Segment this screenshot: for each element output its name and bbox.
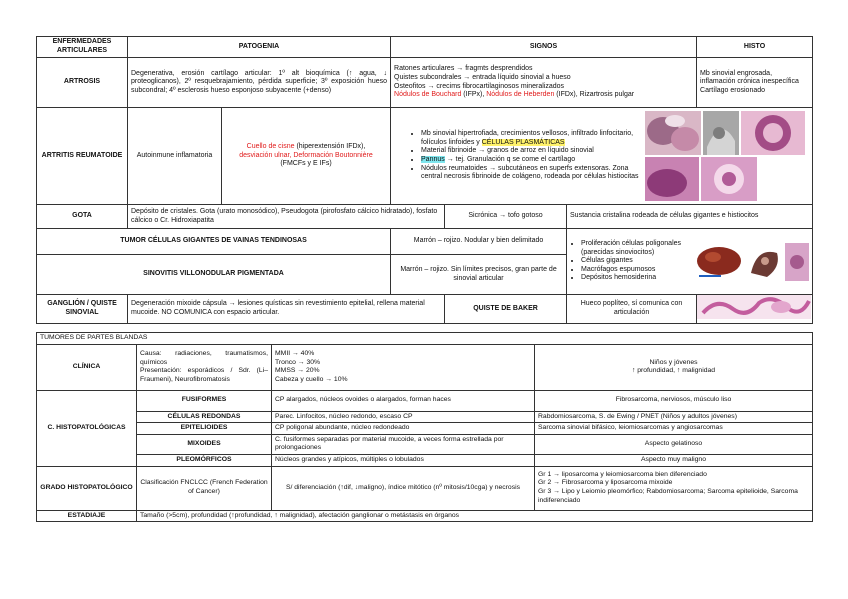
bouchard-label: Nódulos de Bouchard [394,91,462,99]
header-enfermedades: ENFERMEDADES ARTICULARES [37,37,128,58]
ar-signo: • Nódulos reumatoides → subcutáneos en superfs extensoras. Zona central necrosis fibrinoide de colágeno, rodeada por células histiocitas [421,165,641,182]
histo-type: CÉLULAS REDONDAS [137,411,272,423]
header-signos: SIGNOS [391,37,697,58]
grado-diferenciacion: S/ diferenciación (↑dif, ↓maligno), índice mitótico (nº mitosis/10cga) y necrosis [272,466,535,510]
synovitis-gross-image [747,243,783,281]
articular-diseases-table [36,36,813,324]
row-artrosis-name: ARTROSIS [37,58,128,108]
estadiaje-desc: Tamaño (>5cm), profundidad (↑profundidad, ↑ malignidad), afectación ganglionar o metástasis en órganos [137,510,813,522]
artrosis-patogenia: Degenerativa, erosión cartílago articular: 1º alt bioquímica (↑ agua, ↓ proteoglicanos), 2º resquebrajamiento, pérdida superficie; 3º exposición hueso subcondral; 4º esclerosis hueso esponjoso subyacente (+denso) [128,58,391,108]
soft-tissue-tumors-table [36,332,813,522]
clinica-causas [137,344,272,390]
ar-histology-images [644,108,812,204]
grado-clasificacion: Clasificación FNCLCC (French Federation of Cancer) [137,466,272,510]
synovium-micrograph-image [645,111,701,155]
histo-desc: C. fusiformes separadas por material mucoide, a veces forma estrellada por prolongaciones [272,434,535,454]
histo-desc: CP poligonal abundante, núcleo redondeado [272,423,535,435]
gross-joint-image [703,111,739,155]
clinica-causa: Causa: radiaciones, traumatismos, químicos [140,349,268,366]
cisne-tag: (hiperextensión IFDx), [294,143,366,151]
clinica-stat: Cabeza y cuello → 10% [275,375,348,383]
cisne-label: Cuello de cisne [246,143,295,151]
row-gota-name: GOTA [37,205,128,229]
row-ar-name: ARTRITIS REUMATOIDE [37,108,128,205]
ar-signo [421,156,641,165]
rheumatoid-nodule-image [701,157,757,201]
desviacion-tag: (FMCFs y E IFs) [280,160,332,168]
sinovitis-patogenia: Marrón – rojizo. Sin límites precisos, gran parte de sinovial articular [391,255,567,295]
artrosis-histo [697,58,813,108]
sinovitis-signo: • Células gigantes [581,257,690,266]
grado-grades [535,466,813,510]
pannus-highlight: Pannus [421,156,445,163]
histo-example: Aspecto gelatinoso [535,434,813,454]
clinica-right [535,344,813,390]
grado-grade: Gr 3 → Lipo y Leiomio pleomórfico; Rabdomiosarcoma; Sarcoma epitelioide, Sarcoma indiferenciado [538,488,798,504]
artrosis-histo-line: Mb sinovial engrosada, inflamación crónica inespecífica [700,69,799,86]
histo-type: EPITELIOIDES [137,423,272,435]
ar-signos [391,108,813,205]
clinica-presentacion: Presentación: esporádicos / Sdr. (Li–Fraumeni), Neurofibromatosis [140,367,268,383]
ar-signo-text: → tej. Granulación q se come el cartílago [444,156,576,163]
plasmaticas-highlight: CÉLULAS PLASMÁTICAS [481,138,565,146]
sinovitis-signos-list [567,240,692,283]
sinovitis-signo: • Macrófagos espumosos [581,266,690,275]
histo-example: Aspecto muy maligno [535,454,813,466]
row-tumor-cg-name: TUMOR CÉLULAS GIGANTES DE VAINAS TENDINOSAS [37,229,391,255]
tumor-cg-patogenia: Marrón – rojizo. Nodular y bien delimitado [391,229,567,255]
gota-patogenia: Depósito de cristales. Gota (urato monosódico), Pseudogota (pirofosfato cálcico hidratado), fosfato cálcico o Cr. Hidroxiapatita [128,205,445,229]
grado-grade: Gr 1 → liposarcoma y leiomiosarcoma bien diferenciado [538,470,707,478]
sinovitis-signo: • Proliferación células poligonales (parecidas sinoviocitos) [581,240,690,257]
ar-signo-text: Mb sinovial hipertrofiada, crecimientos vellosos, infiltrado linfocitario, folículos linfoides y [421,130,634,146]
artrosis-signos [391,58,697,108]
ar-signos-list [391,130,644,182]
artrosis-histo-line: Cartílago erosionado [700,86,766,94]
clinica-stats [272,344,535,390]
baker-cyst-micrograph-image [697,295,811,319]
clinica-stat: MMSS → 20% [275,367,320,375]
ganglion-patogenia: Degeneración mixoide cápsula → lesiones quísticas sin revestimiento epitelial, rellena material mucoide. NO COMUNICA con espacio articular. [128,295,445,324]
gross-tumor-image [693,243,745,281]
clinica-stat: Tronco → 30% [275,358,321,366]
histo-type: MIXOIDES [137,434,272,454]
clinica-right-line: ↑ profundidad, ↑ malignidad [631,367,716,375]
ar-autoinmune: Autoinmune inflamatoria [128,108,222,205]
histo-type: FUSIFORMES [137,390,272,411]
row-histo-name: C. HISTOPATOLÓGICAS [37,390,137,466]
artrosis-signo: Quistes subcondrales → entrada líquido sinovial a hueso [394,73,571,81]
baker-name: QUISTE DE BAKER [445,295,567,324]
nodule-micrograph-image [741,111,805,155]
heberden-tag: (IFDx), Rizartrosis pulgar [554,91,635,99]
heberden-label: Nódulos de Heberden [486,91,555,99]
ar-deformaciones [222,108,391,205]
gota-signo: Sicrónica → tofo gotoso [445,205,567,229]
row-clinica-name: CLÍNICA [37,344,137,390]
histo-desc: Núcleos grandes y atípicos, múltiples o lobulados [272,454,535,466]
row-estadiaje-name: ESTADIAJE [37,510,137,522]
artrosis-signo: Osteofitos → crecims fibrocartilaginosos mineralizados [394,82,565,90]
row-ganglion-name: GANGLIÓN / QUISTE SINOVIAL [37,295,128,324]
t2-title: TUMORES DE PARTES BLANDAS [37,333,813,345]
desviacion-label: desviación ulnar, Deformación Boutonnière [239,151,373,159]
grado-grade: Gr 2 → Fibrosarcoma y liposarcoma mixoide [538,479,673,487]
artrosis-signo: Ratones articulares → fragmts desprendidos [394,65,533,73]
sinovitis-signos [567,229,813,295]
synovitis-micrograph-image [785,243,809,281]
header-patogenia: PATOGENIA [128,37,391,58]
histo-example: Sarcoma sinovial bifásico, leiomiosarcomas y angiosarcomas [535,423,813,435]
clinica-right-line: Niños y jóvenes [649,358,698,366]
histo-example: Rabdomiosarcoma, S. de Ewing / PNET (Niños y adultos jóvenes) [535,411,813,423]
bouchard-tag: (IFPx), [461,91,487,99]
baker-desc: Hueco poplíteo, sí comunica con articulación [567,295,697,324]
histo-type: PLEOMÓRFICOS [137,454,272,466]
histo-desc: CP alargados, núcleos ovoides o alargados, forman haces [272,390,535,411]
sinovitis-signo: • Depósitos hemosiderina [581,274,690,283]
gota-histo: Sustancia cristalina rodeada de células gigantes e histiocitos [567,205,813,229]
ar-signo [421,130,641,147]
clinica-stat: MMII → 40% [275,349,315,357]
histo-example: Fibrosarcoma, nerviosos, músculo liso [535,390,813,411]
sinovitis-images [692,242,812,282]
row-grado-name: GRADO HISTOPATOLÓGICO [37,466,137,510]
histo-desc: Parec. Linfocitos, núcleo redondo, escaso CP [272,411,535,423]
pannus-micrograph-image [645,157,699,201]
row-sinovitis-name: SINOVITIS VILLONODULAR PIGMENTADA [37,255,391,295]
artrosis-nodulos [394,91,693,100]
baker-images [697,295,813,324]
ar-signo: • Material fibrinoide → granos de arroz en líquido sinovial [421,147,641,156]
header-histo: HISTO [697,37,813,58]
